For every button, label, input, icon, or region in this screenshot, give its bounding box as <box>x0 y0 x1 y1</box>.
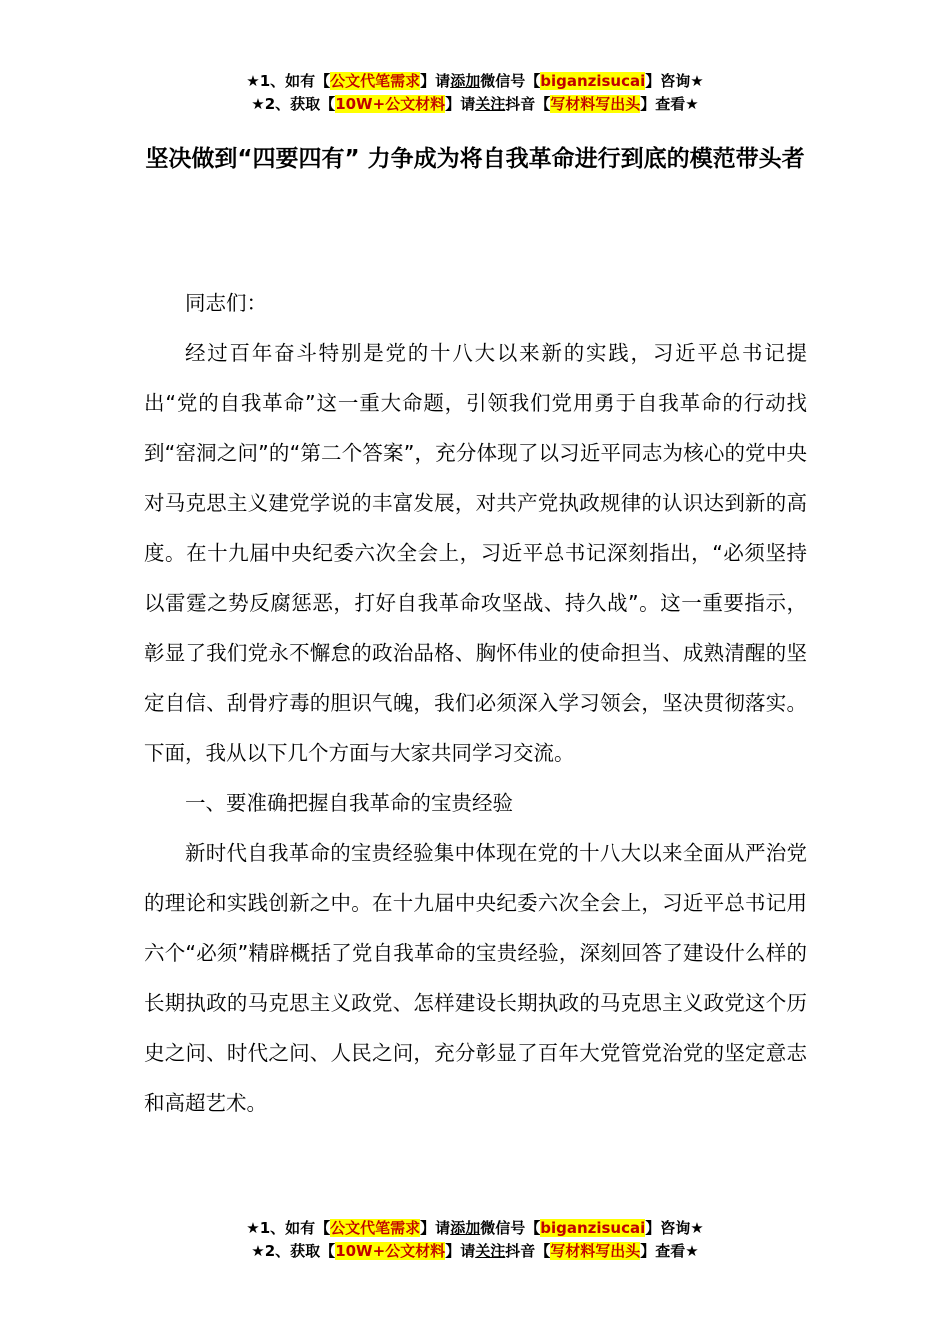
banner-highlight: 公文代笔需求 <box>330 1219 421 1237</box>
banner-highlight: biganzisucai <box>540 1219 646 1237</box>
section-heading: 一、要准确把握自我革命的宝贵经验 <box>185 791 513 815</box>
banner-highlight: 10W+公文材料 <box>335 95 446 113</box>
header-banner <box>0 70 950 116</box>
banner-highlight: 10W+公文材料 <box>335 1242 446 1260</box>
banner-highlight: biganzisucai <box>540 72 646 90</box>
salutation: 同志们： <box>185 291 267 315</box>
banner-line-2: ★2、获取【10W+公文材料】请关注抖音【写材料写出头】查看★ <box>251 1242 699 1260</box>
banner-line-2: ★2、获取【10W+公文材料】请关注抖音【写材料写出头】查看★ <box>251 95 699 113</box>
banner-line-1: ★1、如有【公文代笔需求】请添加微信号【biganzisucai】咨询★ <box>246 72 704 90</box>
body-paragraph: 经过百年奋斗特别是党的十八大以来新的实践，习近平总书记提出“党的自我革命”这一重大命题，引领我们党用勇于自我革命的行动找到“窑洞之问”的“第二个答案”，充分体现了以习近平同志为核心的党中央对马克思主义建党学说的丰富发展，对共产党执政规律的认识达到新的高度。在十九届中央纪委六次全会上，习近平总书记深刻指出，“必须坚持以雷霆之势反腐惩恶，打好自我革命攻坚战、持久战”。这一重要指示，彰显了我们党永不懈怠的政治品格、胸怀伟业的使命担当、成熟清醒的坚定自信、刮骨疗毒的胆识气魄，我们必须深入学习领会，坚决贯彻落实。下面，我从以下几个方面与大家共同学习交流。 <box>144 341 807 765</box>
document-body <box>144 278 807 1128</box>
banner-highlight: 写材料写出头 <box>550 1242 641 1260</box>
banner-line-1: ★1、如有【公文代笔需求】请添加微信号【biganzisucai】咨询★ <box>246 1219 704 1237</box>
banner-highlight: 写材料写出头 <box>550 95 641 113</box>
document-title: 坚决做到“四要四有” 力争成为将自我革命进行到底的模范带头者 <box>145 146 805 172</box>
footer-banner <box>0 1217 950 1263</box>
banner-highlight: 公文代笔需求 <box>330 72 421 90</box>
body-paragraph: 新时代自我革命的宝贵经验集中体现在党的十八大以来全面从严治党的理论和实践创新之中。在十九届中央纪委六次全会上，习近平总书记用六个“必须”精辟概括了党自我革命的宝贵经验，深刻回答了建设什么样的长期执政的马克思主义政党、怎样建设长期执政的马克思主义政党这个历史之问、时代之问、人民之问，充分彰显了百年大党管党治党的坚定意志和高超艺术。 <box>144 841 807 1115</box>
